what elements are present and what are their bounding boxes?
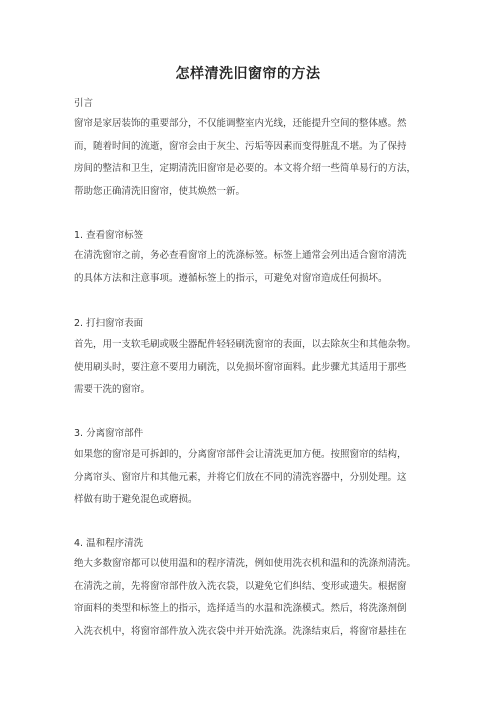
section-1-heading: 1. 查看窗帘标签 [74, 230, 144, 241]
paragraph-line: 在清洗之前，先将窗帘部件放入洗衣袋，以避免它们纠结、变形或遗失。根据窗 [74, 580, 407, 592]
paragraph-line: 房间的整洁和卫生，定期清洗旧窗帘是必要的。本文将介绍一些简单易行的方法， [74, 163, 417, 174]
paragraph-line: 入洗衣机中，将窗帘部件放入洗衣袋中并开始洗涤。洗涤结束后，将窗帘悬挂在 [74, 625, 407, 637]
intro-heading: 引言 [74, 98, 94, 109]
paragraph-line: 如果您的窗帘是可拆卸的，分离窗帘部件会让清洗更加方便。按照窗帘的结构， [74, 449, 407, 460]
section-4-paragraph [74, 553, 426, 643]
section-2-heading: 2. 打扫窗帘表面 [74, 318, 144, 329]
paragraph-line: 绝大多数窗帘都可以使用温和的程序清洗，例如使用洗衣机和温和的洗涤剂清洗。 [74, 558, 417, 569]
paragraph-line: 使用刷头时，要注意不要用力刷洗，以免损坏窗帘面料。此步骤尤其适用于那些 [74, 361, 407, 373]
section-1-paragraph [74, 245, 426, 290]
paragraph-line: 首先，用一支软毛刷或吸尘器配件轻轻刷洗窗帘的表面，以去除灰尘和其他杂物。 [74, 339, 417, 350]
intro-paragraph [74, 113, 426, 203]
paragraph-line: 帘面料的类型和标签上的指示，选择适当的水温和洗涤模式。然后，将洗涤剂倒 [74, 603, 407, 614]
section-3-paragraph [74, 444, 426, 512]
section-3-heading: 3. 分离窗帘部件 [74, 428, 144, 439]
section-2-paragraph [74, 334, 426, 402]
document-title: 怎样清洗旧窗帘的方法 [175, 66, 321, 82]
paragraph-line: 在清洗窗帘之前，务必查看窗帘上的洗涤标签。标签上通常会列出适合窗帘清洗 [74, 250, 407, 261]
paragraph-line: 帮助您正确清洗旧窗帘，使其焕然一新。 [74, 185, 246, 197]
paragraph-line: 样做有助于避免混色或磨损。 [74, 494, 198, 505]
section-4-heading: 4. 温和程序清洗 [74, 538, 144, 549]
paragraph-line: 的具体方法和注意事项。遵循标签上的指示，可避免对窗帘造成任何损坏。 [74, 272, 388, 284]
paragraph-line: 分离帘头、窗帘片和其他元素，并将它们放在不同的清洗容器中，分别处理。这 [74, 471, 407, 483]
paragraph-line: 而，随着时间的流逝，窗帘会由于灰尘、污垢等因素而变得脏乱不堪。为了保持 [74, 140, 407, 152]
paragraph-line: 需要干洗的窗帘。 [74, 384, 151, 395]
paragraph-line: 窗帘是家居装饰的重要部分，不仅能调整室内光线，还能提升空间的整体感。然 [74, 118, 407, 129]
